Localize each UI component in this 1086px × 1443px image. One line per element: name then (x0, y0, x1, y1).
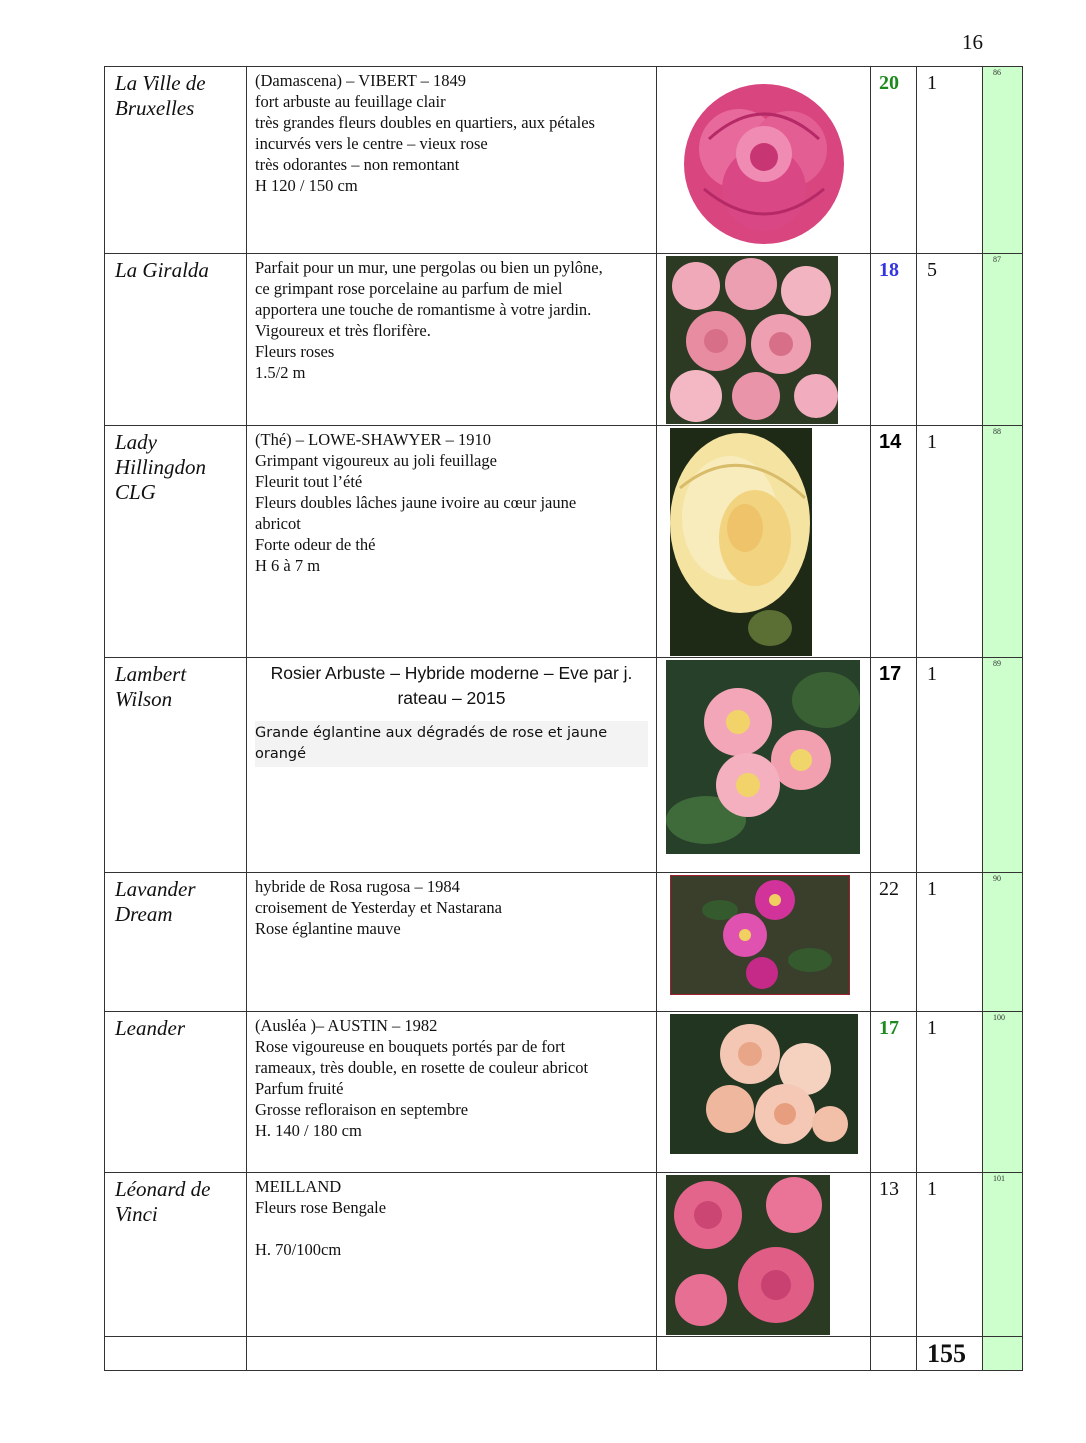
quantity: 1 (917, 873, 983, 1012)
rose-name: La Giralda (105, 254, 247, 426)
rose-description: (Thé) – LOWE-SHAWYER – 1910 Grimpant vigoureux au joli feuillage Fleurit tout l’été Fleurs doubles lâches jaune ivoire au cœur jaune abricot Forte odeur de thé H 6 à 7 m (247, 426, 657, 658)
rose-description (247, 658, 657, 873)
rose-photo-cell (657, 67, 871, 254)
rose-photo-cell (657, 1012, 871, 1173)
quantity: 5 (917, 254, 983, 426)
table-row (105, 658, 1023, 873)
price: 14 (871, 426, 917, 658)
price: 20 (871, 67, 917, 254)
table-row (105, 1012, 1023, 1173)
page-number: 16 (962, 30, 983, 54)
reference-number: 89 (983, 658, 1023, 873)
rose-photo (666, 1175, 830, 1335)
table-row (105, 426, 1023, 658)
rose-name: Lambert Wilson (105, 658, 247, 873)
rose-name: Lady Hillingdon CLG (105, 426, 247, 658)
rose-photo (670, 428, 812, 656)
empty-cell (657, 1337, 871, 1371)
quantity: 1 (917, 1173, 983, 1337)
rose-photo-cell (657, 1173, 871, 1337)
empty-cell (247, 1337, 657, 1371)
rose-photo-cell (657, 658, 871, 873)
rose-catalog-table (104, 66, 1023, 1371)
rose-name: Lavander Dream (105, 873, 247, 1012)
table-row (105, 873, 1023, 1012)
rose-photo-cell (657, 254, 871, 426)
reference-number: 87 (983, 254, 1023, 426)
rose-description: (Damascena) – VIBERT – 1849 fort arbuste au feuillage clair très grandes fleurs doubles en quartiers, aux pétales incurvés vers le centre – vieux rose très odorantes – non remontant H 120 / 150 cm (247, 67, 657, 254)
quantity: 1 (917, 67, 983, 254)
table-row (105, 67, 1023, 254)
empty-cell (871, 1337, 917, 1371)
reference-number: 90 (983, 873, 1023, 1012)
rose-description-subtitle: Grande églantine aux dégradés de rose et jaune orangé (255, 721, 648, 767)
rose-description: Parfait pour un mur, une pergolas ou bien un pylône, ce grimpant rose porcelaine au parfum de miel apportera une touche de romantisme à votre jardin. Vigoureux et très florifère. Fleurs roses 1.5/2 m (247, 254, 657, 426)
price: 17 (871, 1012, 917, 1173)
price: 13 (871, 1173, 917, 1337)
price: 17 (871, 658, 917, 873)
rose-description: hybride de Rosa rugosa – 1984 croisement de Yesterday et Nastarana Rose églantine mauve (247, 873, 657, 1012)
quantity: 1 (917, 426, 983, 658)
reference-number: 86 (983, 67, 1023, 254)
rose-photo (670, 875, 850, 995)
rose-photo (670, 1014, 858, 1154)
rose-name: Leander (105, 1012, 247, 1173)
rose-photo (669, 69, 859, 249)
rose-description: (Ausléa )– AUSTIN – 1982 Rose vigoureuse en bouquets portés par de fort rameaux, très double, en rosette de couleur abricot Parfum fruité Grosse refloraison en septembre H. 140 / 180 cm (247, 1012, 657, 1173)
reference-number (983, 1337, 1023, 1371)
rose-description: MEILLAND Fleurs rose Bengale H. 70/100cm (247, 1173, 657, 1337)
price: 18 (871, 254, 917, 426)
rose-photo (666, 660, 860, 854)
price: 22 (871, 873, 917, 1012)
quantity: 1 (917, 658, 983, 873)
reference-number: 88 (983, 426, 1023, 658)
total-row (105, 1337, 1023, 1371)
total-quantity: 155 (917, 1337, 983, 1371)
rose-name: La Ville de Bruxelles (105, 67, 247, 254)
rose-photo-cell (657, 873, 871, 1012)
quantity: 1 (917, 1012, 983, 1173)
rose-photo (666, 256, 838, 424)
rose-name: Léonard de Vinci (105, 1173, 247, 1337)
reference-number: 101 (983, 1173, 1023, 1337)
reference-number: 100 (983, 1012, 1023, 1173)
rose-description-title: Rosier Arbuste – Hybride moderne – Eve par j. rateau – 2015 (270, 663, 633, 708)
empty-cell (105, 1337, 247, 1371)
table-row (105, 1173, 1023, 1337)
rose-photo-cell (657, 426, 871, 658)
table-row (105, 254, 1023, 426)
